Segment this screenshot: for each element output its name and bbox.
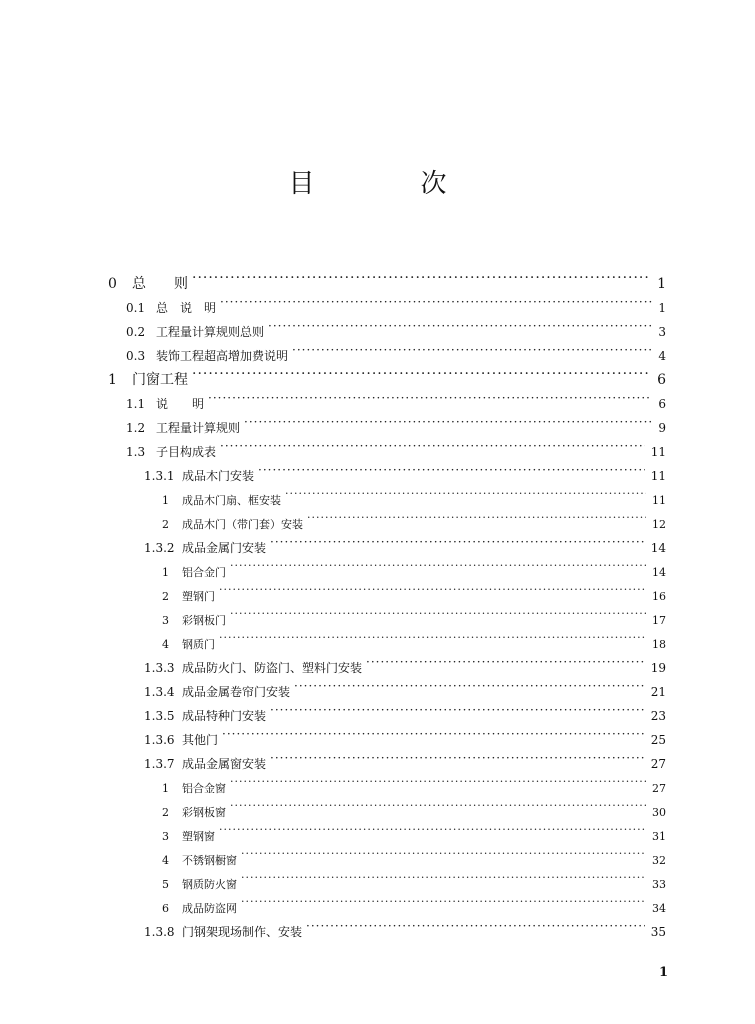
dot-leader xyxy=(241,844,646,864)
toc-entry-item[interactable] xyxy=(162,844,666,867)
toc-entry-page: 35 xyxy=(650,925,666,939)
toc-entry-page: 31 xyxy=(652,830,666,843)
toc-entry-page: 12 xyxy=(652,518,666,531)
toc-entry-number: 1.3.4 xyxy=(144,685,175,699)
toc-entry-page: 14 xyxy=(650,541,666,555)
toc-entry-page: 27 xyxy=(652,782,666,795)
dot-leader xyxy=(258,460,645,480)
dot-leader xyxy=(219,820,646,840)
toc-entry-label: 塑钢窗 xyxy=(182,830,215,843)
toc-entry-label: 工程量计算规则总则 xyxy=(156,325,265,339)
toc-entry-item[interactable] xyxy=(162,868,666,891)
toc-entry-page: 11 xyxy=(650,469,666,483)
toc-entry-page: 11 xyxy=(650,445,666,459)
toc-entry-subsection[interactable] xyxy=(144,460,666,483)
toc-entry-label: 总 说 明 xyxy=(156,301,217,315)
toc-entry-item[interactable] xyxy=(162,556,666,579)
toc-entry-page: 18 xyxy=(652,638,666,651)
toc-entry-label: 工程量计算规则 xyxy=(156,421,241,435)
toc-entry-chapter-0[interactable] xyxy=(108,268,666,292)
toc-entry-chapter-1[interactable] xyxy=(108,364,666,388)
toc-entry-label: 成品金属卷帘门安装 xyxy=(182,685,291,699)
toc-entry-number: 1 xyxy=(162,566,169,579)
toc-entry-page: 32 xyxy=(652,854,666,867)
dot-leader xyxy=(219,580,646,600)
toc-entry-label: 子目构成表 xyxy=(156,445,217,459)
toc-entry-subsection[interactable] xyxy=(144,916,666,939)
toc-entry-number: 1 xyxy=(162,494,169,507)
toc-entry-label: 铝合金门 xyxy=(182,566,226,579)
dot-leader xyxy=(230,556,646,576)
toc-entry-label: 成品木门（带门套）安装 xyxy=(182,518,303,531)
toc-entry-page: 30 xyxy=(652,806,666,819)
toc-entry-page: 27 xyxy=(650,757,666,771)
toc-entry-section[interactable] xyxy=(126,436,666,459)
dot-leader xyxy=(222,724,645,744)
toc-entry-label: 钢质门 xyxy=(182,638,215,651)
dot-leader xyxy=(306,916,645,936)
toc-entry-number: 1.1 xyxy=(126,397,146,411)
toc-entry-subsection[interactable] xyxy=(144,652,666,675)
toc-entry-item[interactable] xyxy=(162,580,666,603)
toc-entry-item[interactable] xyxy=(162,892,666,915)
toc-entry-page: 17 xyxy=(652,614,666,627)
toc-entry-number: 0.3 xyxy=(126,349,146,363)
toc-entry-number: 1.3 xyxy=(126,445,146,459)
dot-leader xyxy=(220,436,645,456)
toc-entry-number: 3 xyxy=(162,830,169,843)
toc-entry-page: 9 xyxy=(658,421,666,435)
page-number: 1 xyxy=(659,965,669,980)
toc-entry-item[interactable] xyxy=(162,628,666,651)
toc-entry-page: 23 xyxy=(650,709,666,723)
toc-entry-label: 总 则 xyxy=(132,276,188,292)
toc-entry-page: 3 xyxy=(658,325,666,339)
toc-entry-number: 1.3.6 xyxy=(144,733,175,747)
toc-entry-subsection[interactable] xyxy=(144,700,666,723)
toc-entry-number: 1.3.2 xyxy=(144,541,175,555)
toc-entry-page: 34 xyxy=(652,902,666,915)
dot-leader xyxy=(230,604,646,624)
toc-entry-label: 门窗工程 xyxy=(132,372,188,388)
toc-entry-label: 铝合金窗 xyxy=(182,782,226,795)
toc-entry-number: 1.2 xyxy=(126,421,146,435)
toc-entry-item[interactable] xyxy=(162,796,666,819)
toc-entry-page: 19 xyxy=(650,661,666,675)
dot-leader xyxy=(292,340,652,360)
toc-entry-page: 6 xyxy=(658,397,666,411)
dot-leader xyxy=(294,676,645,696)
toc-entry-label: 成品金属窗安装 xyxy=(182,757,267,771)
toc-entry-section[interactable] xyxy=(126,316,666,339)
toc-entry-number: 0.1 xyxy=(126,301,146,315)
toc-entry-page: 1 xyxy=(657,276,666,292)
toc-entry-section[interactable] xyxy=(126,388,666,411)
toc-entry-number: 1 xyxy=(108,372,117,388)
toc-entry-number: 1.3.3 xyxy=(144,661,175,675)
toc-entry-label: 钢质防火窗 xyxy=(182,878,237,891)
toc-entry-label: 彩钢板窗 xyxy=(182,806,226,819)
toc-entry-number: 1.3.8 xyxy=(144,925,175,939)
toc-entry-number: 1.3.1 xyxy=(144,469,175,483)
toc-entry-item[interactable] xyxy=(162,484,666,507)
toc-entry-label: 彩钢板门 xyxy=(182,614,226,627)
toc-entry-label: 成品防盗网 xyxy=(182,902,237,915)
dot-leader xyxy=(192,364,651,384)
dot-leader xyxy=(219,628,646,648)
toc-entry-label: 不锈钢橱窗 xyxy=(182,854,237,867)
dot-leader xyxy=(192,268,651,288)
dot-leader xyxy=(270,748,645,768)
toc-entry-page: 14 xyxy=(652,566,666,579)
toc-entry-number: 3 xyxy=(162,614,169,627)
dot-leader xyxy=(270,700,645,720)
dot-leader xyxy=(241,868,646,888)
toc-entry-label: 说 明 xyxy=(156,397,205,411)
dot-leader xyxy=(230,796,646,816)
toc-entry-number: 4 xyxy=(162,638,169,651)
toc-entry-label: 成品木门安装 xyxy=(182,469,255,483)
toc-entry-label: 成品防火门、防盗门、塑料门安装 xyxy=(182,661,363,675)
dot-leader xyxy=(241,892,646,912)
dot-leader xyxy=(230,772,646,792)
toc-entry-item[interactable] xyxy=(162,508,666,531)
dot-leader xyxy=(285,484,646,504)
toc-entry-number: 0.2 xyxy=(126,325,146,339)
toc-entry-label: 成品金属门安装 xyxy=(182,541,267,555)
toc-entry-page: 25 xyxy=(650,733,666,747)
dot-leader xyxy=(307,508,646,528)
toc-entry-number: 2 xyxy=(162,590,169,603)
toc-entry-subsection[interactable] xyxy=(144,532,666,555)
toc-entry-number: 1.3.5 xyxy=(144,709,175,723)
toc-entry-page: 33 xyxy=(652,878,666,891)
dot-leader xyxy=(268,316,652,336)
toc-entry-item[interactable] xyxy=(162,820,666,843)
dot-leader xyxy=(220,292,652,312)
dot-leader xyxy=(366,652,645,672)
toc-entry-section[interactable] xyxy=(126,412,666,435)
toc-entry-number: 6 xyxy=(162,902,169,915)
toc-entry-label: 其他门 xyxy=(182,733,219,747)
toc-entry-number: 5 xyxy=(162,878,169,891)
toc-entry-item[interactable] xyxy=(162,604,666,627)
toc-entry-page: 21 xyxy=(650,685,666,699)
toc-entry-number: 1.3.7 xyxy=(144,757,175,771)
toc-entry-subsection[interactable] xyxy=(144,724,666,747)
toc-entry-item[interactable] xyxy=(162,772,666,795)
toc-entry-number: 4 xyxy=(162,854,169,867)
toc-entry-page: 16 xyxy=(652,590,666,603)
toc-entry-label: 成品特种门安装 xyxy=(182,709,267,723)
toc-entry-number: 2 xyxy=(162,518,169,531)
toc-entry-page: 6 xyxy=(657,372,666,388)
dot-leader xyxy=(270,532,645,552)
toc-entry-section[interactable] xyxy=(126,340,666,363)
toc-entry-section[interactable] xyxy=(126,292,666,315)
page-title: 目 次 xyxy=(288,169,487,199)
toc-entry-label: 塑钢门 xyxy=(182,590,215,603)
dot-leader xyxy=(208,388,652,408)
toc-entry-label: 成品木门扇、框安装 xyxy=(182,494,281,507)
toc-entry-page: 1 xyxy=(658,301,666,315)
toc-entry-number: 1 xyxy=(162,782,169,795)
dot-leader xyxy=(244,412,652,432)
toc-entry-number: 2 xyxy=(162,806,169,819)
toc-entry-page: 11 xyxy=(652,494,666,507)
toc-entry-label: 装饰工程超高增加费说明 xyxy=(156,349,289,363)
toc-entry-label: 门钢架现场制作、安装 xyxy=(182,925,303,939)
toc-entry-subsection[interactable] xyxy=(144,748,666,771)
toc-entry-subsection[interactable] xyxy=(144,676,666,699)
toc-entry-number: 0 xyxy=(108,276,117,292)
toc-entry-page: 4 xyxy=(658,349,666,363)
